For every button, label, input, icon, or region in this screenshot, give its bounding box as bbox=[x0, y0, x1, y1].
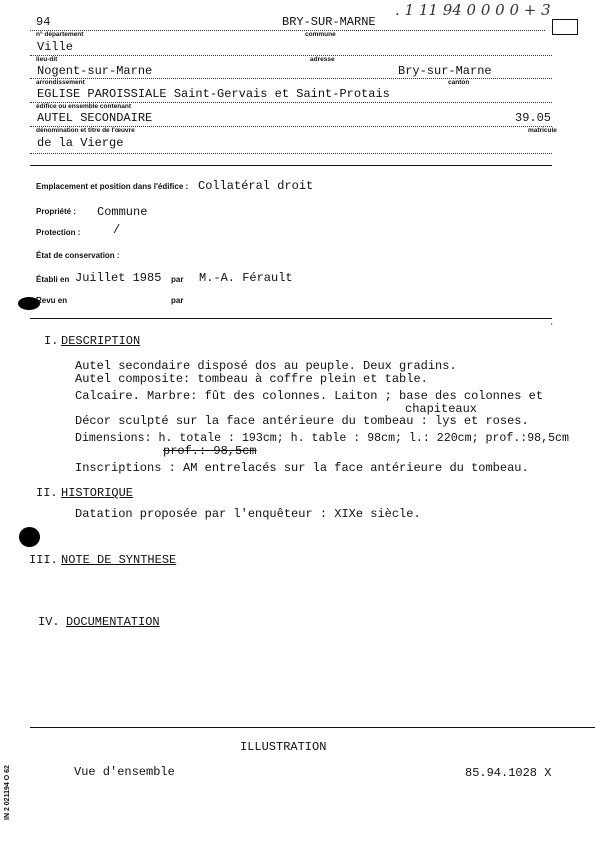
description-line: Décor sculpté sur la face antérieure du tombeau : lys et roses. bbox=[75, 414, 529, 428]
section-number: IV. bbox=[38, 615, 60, 629]
handwritten-number: . 1 11 94 0 0 0 0 + 3 bbox=[395, 1, 551, 19]
emplacement-label: Emplacement et position dans l'édifice : bbox=[36, 182, 189, 191]
section-number: III. bbox=[29, 553, 58, 567]
etat-label: État de conservation : bbox=[36, 251, 120, 260]
description-line: Dimensions: h. totale : 193cm; h. table : 98cm; l.: 220cm; prof.:98,5cm bbox=[75, 432, 569, 445]
edifice-label: édifice ou ensemble contenant bbox=[36, 103, 131, 110]
section-title-documentation: DOCUMENTATION bbox=[66, 615, 160, 629]
matricule-label: matricule bbox=[528, 127, 557, 134]
adresse-label: adresse bbox=[310, 56, 335, 63]
canton-value: Bry-sur-Marne bbox=[398, 64, 492, 78]
lieu-label: lieu-dit bbox=[36, 56, 58, 63]
arrondissement-value: Nogent-sur-Marne bbox=[37, 64, 153, 78]
par-value: M.-A. Férault bbox=[199, 271, 293, 285]
propriete-value: Commune bbox=[97, 205, 148, 219]
description-line: Autel secondaire disposé dos au peuple. Deux gradins. bbox=[75, 359, 457, 373]
emplacement-value: Collatéral droit bbox=[198, 179, 314, 193]
side-code: IN 2 021194 O 62 bbox=[4, 765, 11, 820]
divider bbox=[30, 727, 595, 728]
illustration-label: ILLUSTRATION bbox=[240, 740, 327, 754]
arrondissement-label: arrondissement bbox=[36, 79, 85, 86]
commune-label: commune bbox=[305, 31, 336, 38]
section-number: II. bbox=[36, 486, 58, 500]
divider bbox=[30, 78, 552, 79]
departement-value: 94 bbox=[36, 15, 51, 29]
divider bbox=[30, 30, 545, 31]
objet-value: AUTEL SECONDAIRE bbox=[37, 111, 153, 125]
etabli-value: Juillet 1985 bbox=[75, 271, 162, 285]
description-line: Inscriptions : AM entrelacés sur la face antérieure du tombeau. bbox=[75, 461, 529, 475]
departement-label: n° département bbox=[36, 31, 84, 38]
matricule-value: 39.05 bbox=[515, 111, 552, 125]
divider bbox=[30, 153, 552, 154]
side-code-wrap bbox=[4, 730, 16, 830]
section-title-historique: HISTORIQUE bbox=[61, 486, 134, 500]
edifice-value: EGLISE PAROISSIALE Saint-Gervais et Saint-Protais bbox=[37, 87, 390, 101]
canton-label: canton bbox=[448, 79, 470, 86]
description-line: Calcaire. Marbre: fût des colonnes. Laiton ; base des colonnes et bbox=[75, 389, 544, 403]
divider bbox=[30, 318, 552, 319]
divider bbox=[30, 165, 552, 166]
revu-par-label: par bbox=[171, 296, 184, 305]
photo-ref: 85.94.1028 X bbox=[465, 766, 552, 780]
protection-value: / bbox=[113, 223, 121, 237]
historique-line: Datation proposée par l'enquêteur : XIXe siècle. bbox=[75, 507, 421, 521]
illustration-caption: Vue d'ensemble bbox=[74, 765, 175, 779]
section-number: I. bbox=[44, 334, 59, 348]
tick-mark: ' bbox=[551, 322, 553, 331]
lieu-value: Ville bbox=[37, 40, 74, 54]
par-label: par bbox=[171, 275, 184, 284]
revu-label: Revu en bbox=[36, 296, 68, 305]
description-line: chapiteaux bbox=[405, 402, 478, 416]
titre-value: de la Vierge bbox=[37, 136, 124, 150]
divider bbox=[30, 55, 552, 56]
section-title-description: DESCRIPTION bbox=[61, 334, 141, 348]
ink-blot bbox=[19, 527, 40, 547]
struck-text: prof.: 98,5cm bbox=[163, 444, 257, 458]
denomination-label: dénomination et titre de l'œuvre bbox=[36, 127, 135, 134]
section-title-synthese: NOTE DE SYNTHESE bbox=[61, 553, 177, 567]
protection-label: Protection : bbox=[36, 228, 81, 237]
checkbox-box bbox=[552, 19, 578, 35]
etabli-label: Établi en bbox=[36, 275, 70, 284]
commune-value: BRY-SUR-MARNE bbox=[282, 15, 376, 29]
propriete-label: Propriété : bbox=[36, 207, 77, 216]
description-line: Autel composite: tombeau à coffre plein et table. bbox=[75, 372, 428, 386]
